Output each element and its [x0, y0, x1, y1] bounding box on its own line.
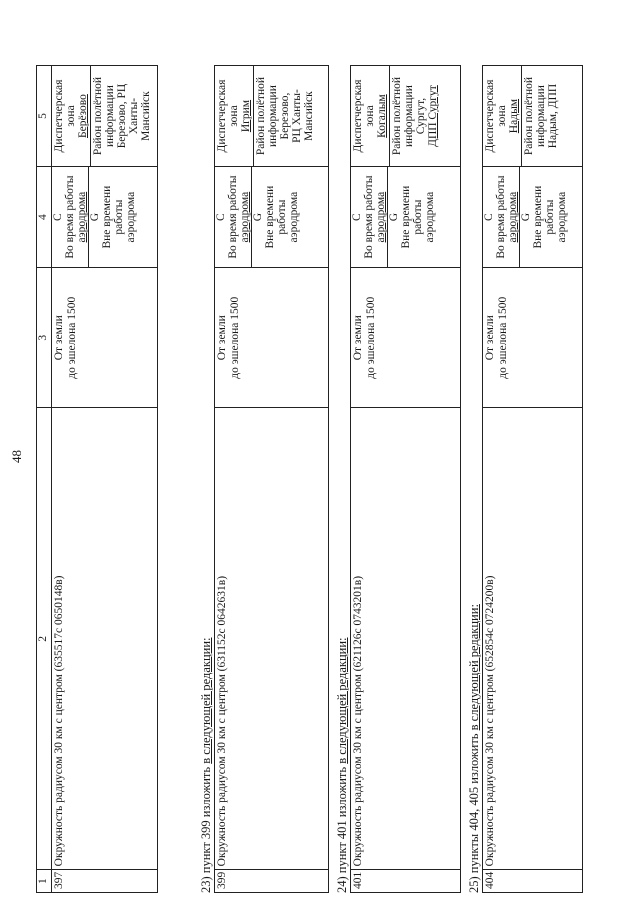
header-col-1: 1: [37, 870, 52, 893]
table-row: [483, 66, 583, 893]
zone-line-1: Диспетчерская: [352, 79, 364, 153]
table-row: [52, 66, 158, 893]
fir-line-3: Сургут,: [415, 97, 427, 135]
table-block-399: [214, 65, 329, 893]
class-c-condition-cont: аэродрома: [239, 191, 251, 243]
table-block-404: [482, 65, 583, 893]
zone-line-2: зона: [364, 105, 376, 127]
atc-unit: [215, 66, 329, 167]
row-number: 397: [52, 870, 158, 893]
class-c-condition-cont: аэродрома: [375, 191, 387, 243]
table-row: [351, 66, 461, 893]
class-g-condition-cont: аэродрома: [125, 191, 137, 243]
class-c-condition-cont: аэродрома: [507, 191, 519, 243]
zone-name: Когалым: [376, 94, 388, 138]
row-number: 399: [215, 870, 329, 893]
altitude-limits: [52, 268, 158, 408]
instruction-23: [200, 637, 213, 893]
airspace-description: Окружность радиусом 30 км с центром (652854с 0724200в): [483, 408, 583, 870]
altitude-to: до эшелона 1500: [497, 296, 509, 379]
airspace-description: Окружность радиусом 30 км с центром (635517с 0650148в): [52, 408, 158, 870]
zone-line-1: Диспетчерская: [53, 79, 65, 153]
class-g-condition: Вне времени работы: [400, 185, 424, 249]
header-col-4: 4: [37, 167, 52, 268]
class-g: G: [388, 212, 400, 222]
zone-line-2: зона: [228, 105, 240, 127]
instruction-number: 23): [199, 876, 213, 893]
page-number: 48: [9, 450, 24, 463]
airspace-class: [215, 167, 329, 268]
airspace-description: Окружность радиусом 30 км с центром (631152с 0642631в): [215, 408, 329, 870]
table-row: [215, 66, 329, 893]
class-c-condition-cont: аэродрома: [76, 191, 88, 243]
fir-line-3: Березово,: [279, 92, 291, 140]
zone-name: Берёзово: [77, 94, 89, 138]
class-c: C: [351, 213, 363, 221]
fir-line-5: Мансийск: [303, 91, 315, 141]
header-col-2: 2: [37, 408, 52, 870]
fir-line-3: Березово, РЦ: [116, 83, 128, 149]
header-col-3: 3: [37, 268, 52, 408]
altitude-to: до эшелона 1500: [229, 296, 241, 379]
airspace-class: [52, 167, 158, 268]
fir-line-2: информации: [535, 85, 547, 147]
altitude-from: От земли: [216, 315, 228, 361]
zone-line-1: Диспетчерская: [216, 79, 228, 153]
atc-unit: [52, 66, 158, 167]
fir-line-2: информации: [267, 85, 279, 147]
zone-name: Игрим: [240, 99, 252, 133]
class-g-condition: Вне времени работы: [264, 185, 288, 249]
altitude-to: до эшелона 1500: [66, 296, 78, 379]
altitude-limits: [351, 268, 461, 408]
fir-line-2: информации: [104, 85, 116, 147]
airspace-class: [483, 167, 583, 268]
class-g: G: [89, 212, 101, 222]
instruction-number: 24): [335, 876, 349, 893]
instruction-24: [336, 637, 349, 893]
class-c-condition: Во время работы: [227, 175, 239, 259]
zone-line-2: зона: [65, 105, 77, 127]
instruction-number: 25): [467, 876, 481, 893]
class-c-condition: Во время работы: [64, 175, 76, 259]
zone-line-2: зона: [496, 105, 508, 127]
class-g-condition-cont: аэродрома: [288, 191, 300, 243]
altitude-from: От земли: [484, 315, 496, 361]
zone-name: Надым: [508, 98, 520, 134]
class-g-condition-cont: аэродрома: [556, 191, 568, 243]
class-g: G: [252, 212, 264, 222]
fir-line-1: Район полётной: [92, 76, 104, 156]
instruction-tail: в следующей редакции:: [335, 637, 349, 764]
atc-unit: [483, 66, 583, 167]
table-header-row: [37, 66, 52, 893]
fir-line-5: Мансийск: [140, 91, 152, 141]
class-c-condition: Во время работы: [363, 175, 375, 259]
airspace-description: Окружность радиусом 30 км с центром (621126с 0743201в): [351, 408, 461, 870]
atc-unit: [351, 66, 461, 167]
fir-line-4: Ханты-: [128, 97, 140, 135]
altitude-limits: [215, 268, 329, 408]
altitude-from: От земли: [53, 315, 65, 361]
class-g-condition-cont: аэродрома: [424, 191, 436, 243]
instruction-25: [468, 604, 481, 893]
zone-line-1: Диспетчерская: [484, 79, 496, 153]
fir-line-3: Надым, ДПП: [547, 83, 559, 149]
table-block-401: [350, 65, 461, 893]
fir-line-4: РЦ Ханты-: [291, 89, 303, 143]
fir-line-1: Район полётной: [523, 76, 535, 156]
instruction-tail: в следующей редакции:: [199, 637, 213, 764]
fir-line-1: Район полётной: [255, 76, 267, 156]
altitude-limits: [483, 268, 583, 408]
row-number: 404: [483, 870, 583, 893]
fir-line-1: Район полётной: [391, 76, 403, 156]
fir-line-4: ДПП Сургут: [427, 85, 439, 147]
airspace-class: [351, 167, 461, 268]
table-block-397: [36, 65, 158, 893]
fir-line-2: информации: [403, 85, 415, 147]
class-c-condition: Во время работы: [495, 175, 507, 259]
instruction-tail: в следующей редакции:: [467, 604, 481, 731]
instruction-text: пункт 399 изложить: [199, 766, 213, 874]
class-g-condition: Вне времени работы: [532, 185, 556, 249]
header-col-5: 5: [37, 66, 52, 167]
class-g: G: [520, 212, 532, 222]
instruction-text: пункты 404, 405 изложить: [467, 733, 481, 874]
class-g-condition: Вне времени работы: [101, 185, 125, 249]
altitude-to: до эшелона 1500: [365, 296, 377, 379]
class-c: C: [483, 213, 495, 221]
instruction-text: пункт 401 изложить: [335, 766, 349, 874]
class-c: C: [52, 213, 64, 221]
altitude-from: От земли: [352, 315, 364, 361]
class-c: C: [215, 213, 227, 221]
row-number: 401: [351, 870, 461, 893]
